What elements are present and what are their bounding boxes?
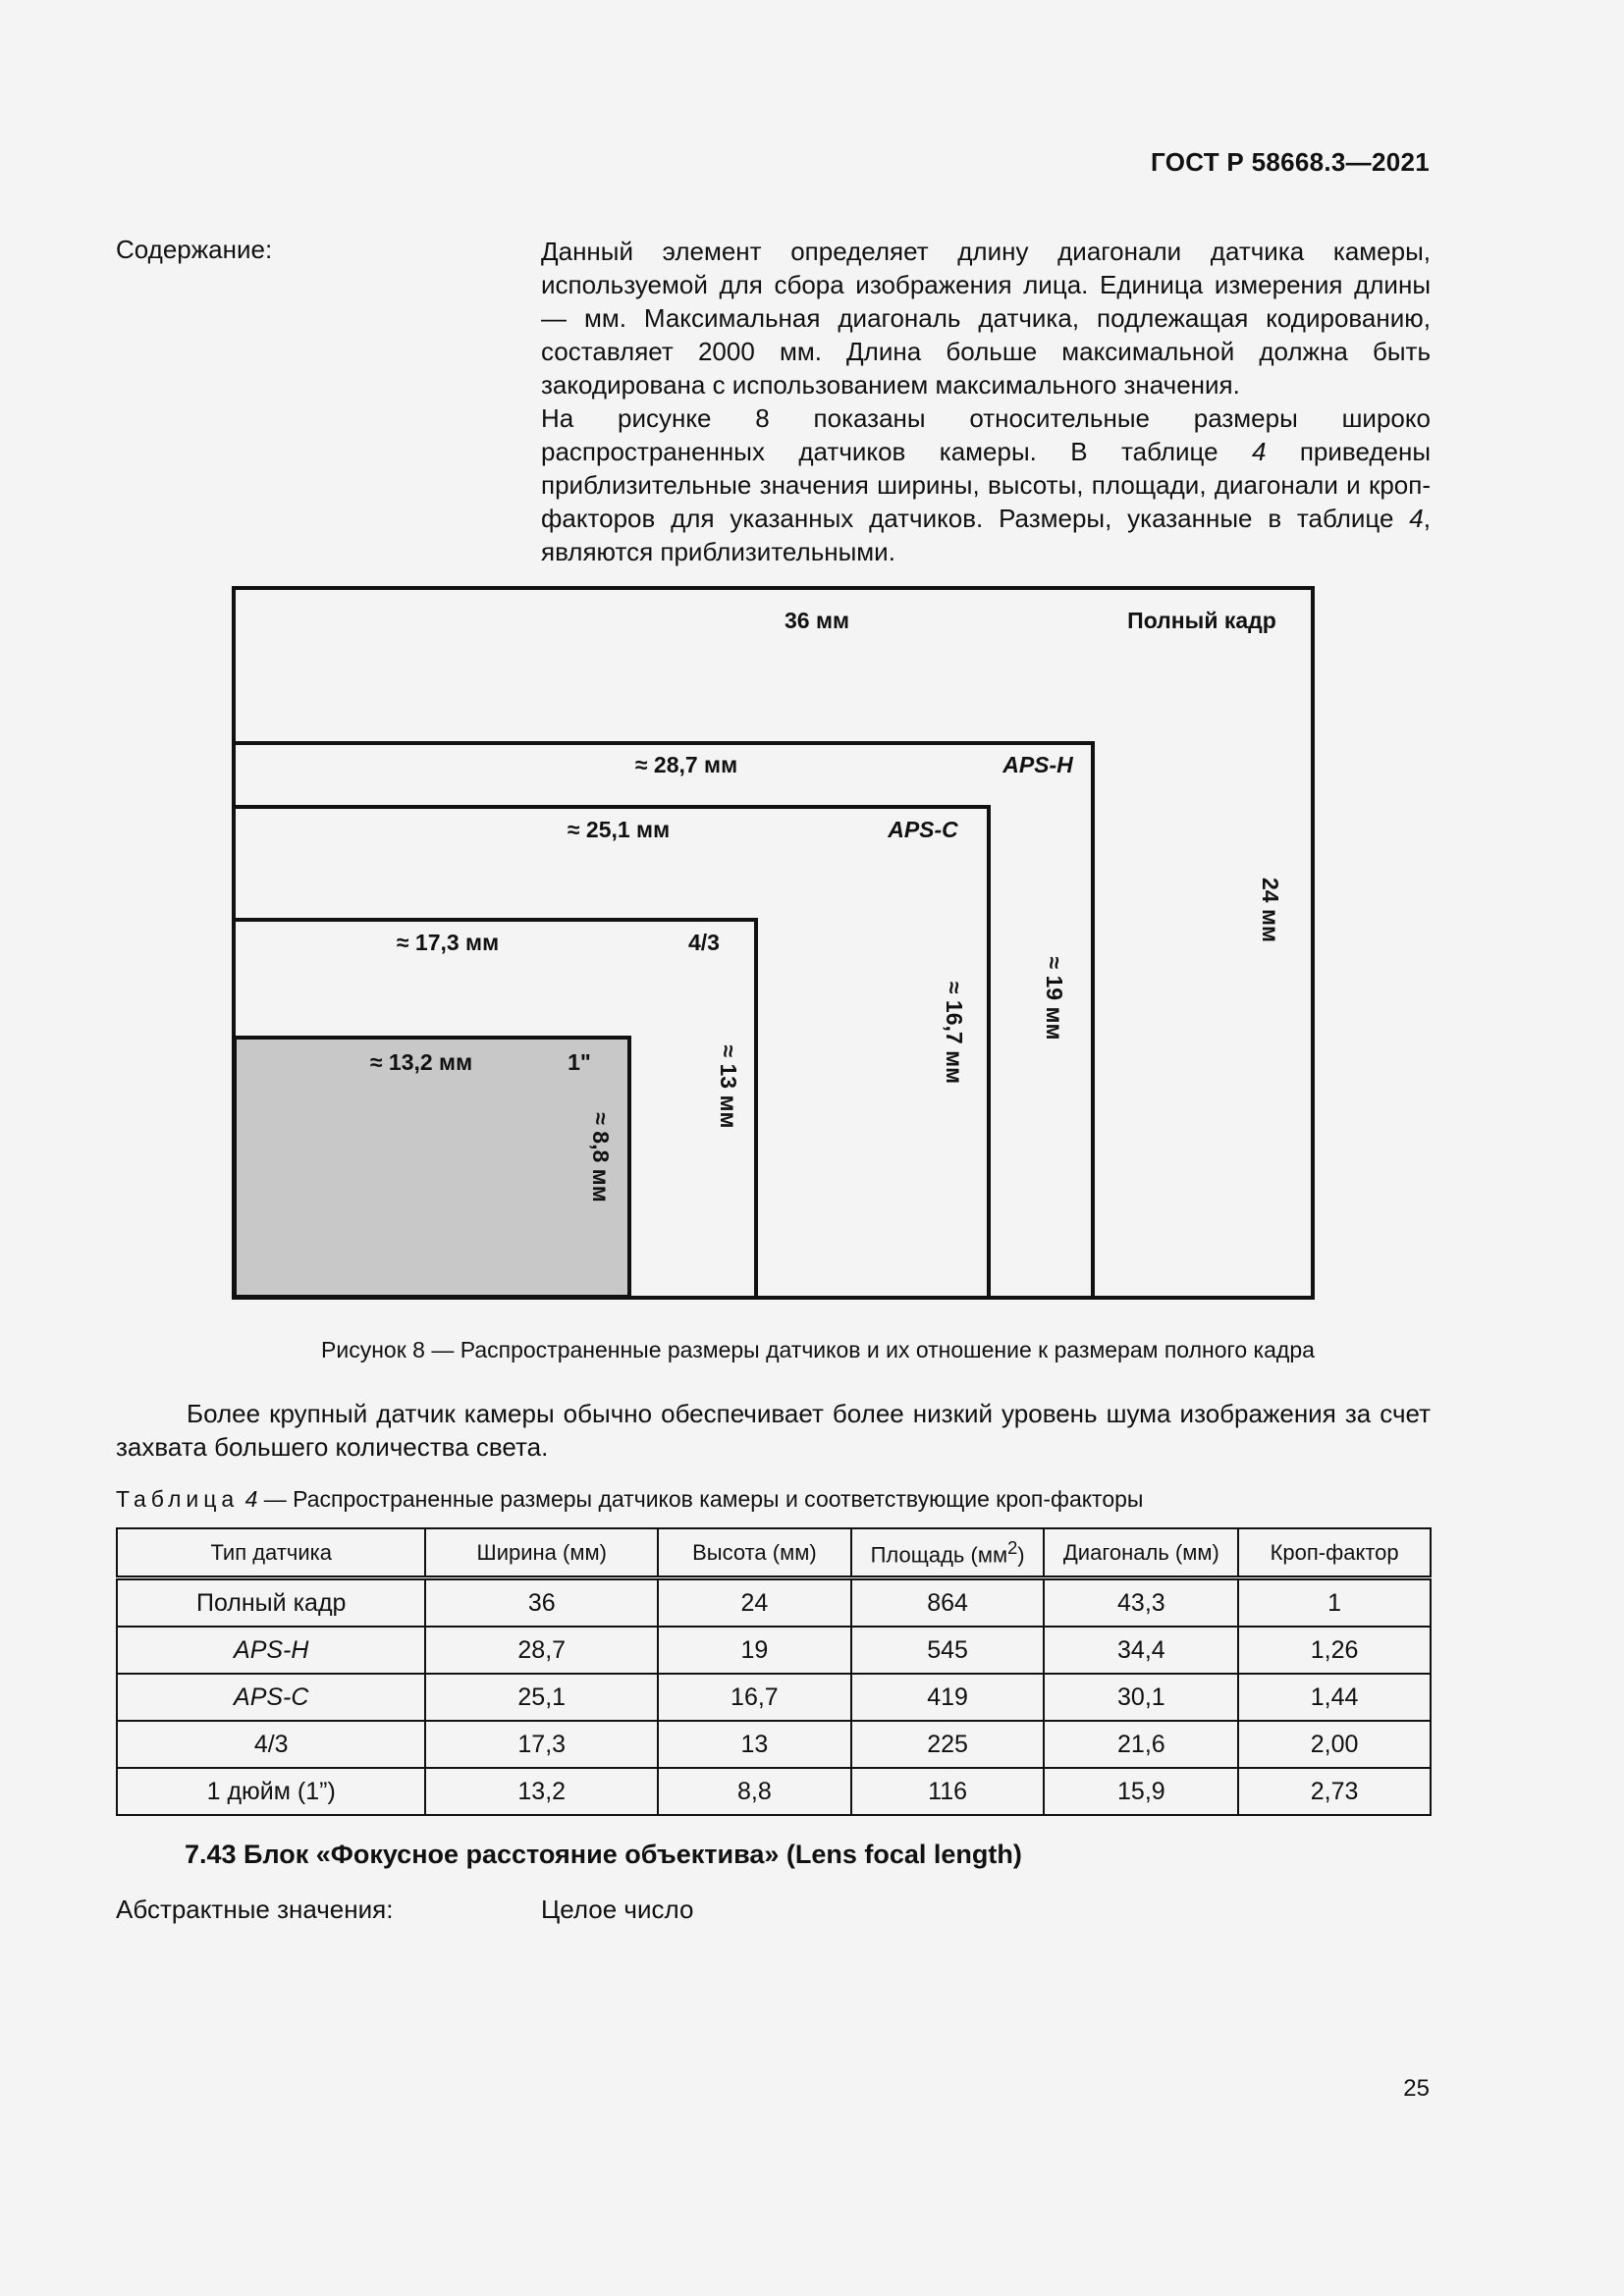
header-diagonal: Диагональ (мм) <box>1044 1528 1238 1578</box>
full-frame-height-label: 24 мм <box>1258 877 1283 943</box>
header-sensor-type: Тип датчика <box>117 1528 425 1578</box>
cell-area: 864 <box>851 1578 1045 1628</box>
cell-crop-factor: 1,44 <box>1238 1674 1431 1721</box>
four-thirds-width-label: ≈ 17,3 мм <box>396 930 500 955</box>
table-row <box>117 1578 1431 1628</box>
four-thirds-height-label: ≈ 13 мм <box>716 1044 741 1129</box>
sensor-size-diagram <box>232 586 1315 1300</box>
cell-height: 13 <box>658 1721 851 1768</box>
cell-crop-factor: 2,73 <box>1238 1768 1431 1815</box>
table-title-prefix: Таблица <box>116 1486 240 1512</box>
header-area-sup: 2 <box>1007 1536 1018 1558</box>
sensor-table <box>116 1527 1432 1816</box>
cell-sensor-type: 1 дюйм (1”) <box>117 1768 425 1815</box>
cell-sensor-type: 4/3 <box>117 1721 425 1768</box>
content-description <box>541 235 1431 568</box>
cell-height: 8,8 <box>658 1768 851 1815</box>
cell-width: 25,1 <box>425 1674 658 1721</box>
table-title-number: 4 <box>244 1486 258 1512</box>
table-title <box>116 1486 1143 1513</box>
cell-sensor-type: APS-H <box>117 1627 425 1674</box>
cell-area: 225 <box>851 1721 1045 1768</box>
content-paragraph-2-part-b: приведены приблизительные значения ширины, высоты, площади, диагонали и кроп-факторов для указанных датчиков. Размеры, указанные в таблице <box>541 437 1432 533</box>
header-area <box>851 1528 1045 1578</box>
one-inch-name-label: 1" <box>568 1049 591 1075</box>
cell-width: 28,7 <box>425 1627 658 1674</box>
header-crop-factor: Кроп-фактор <box>1238 1528 1431 1578</box>
figure-caption: Рисунок 8 — Распространенные размеры датчиков и их отношение к размерам полного кадра <box>321 1337 1315 1362</box>
table-row <box>117 1627 1431 1674</box>
cell-diagonal: 21,6 <box>1044 1721 1238 1768</box>
cell-sensor-type: Полный кадр <box>117 1578 425 1628</box>
aps-h-name-label: APS-H <box>1002 752 1073 777</box>
cell-sensor-type: APS-C <box>117 1674 425 1721</box>
header-width: Ширина (мм) <box>425 1528 658 1578</box>
content-paragraph-2-part-c: , являются приблизительными. <box>541 504 1431 566</box>
abstract-values-value: Целое число <box>541 1895 694 1924</box>
content-paragraph-2-part-a: На рисунке 8 показаны относительные размеры широко распространенных датчиков камеры. В таблице <box>541 403 1431 466</box>
aps-c-width-label: ≈ 25,1 мм <box>567 817 671 842</box>
cell-height: 19 <box>658 1627 851 1674</box>
page-number: 25 <box>1403 2075 1430 2102</box>
noise-paragraph: Более крупный датчик камеры обычно обеспечивает более низкий уровень шума изображения за счет захвата большего количества света. <box>116 1399 1431 1462</box>
section-heading: 7.43 Блок «Фокусное расстояние объектива» (Lens focal length) <box>185 1840 1022 1869</box>
cell-area: 419 <box>851 1674 1045 1721</box>
table-header-row <box>117 1528 1431 1578</box>
cell-area: 545 <box>851 1627 1045 1674</box>
table-row <box>117 1674 1431 1721</box>
cell-diagonal: 34,4 <box>1044 1627 1238 1674</box>
content-label: Содержание: <box>116 235 273 264</box>
cell-crop-factor: 2,00 <box>1238 1721 1431 1768</box>
aps-h-height-label: ≈ 19 мм <box>1042 956 1067 1041</box>
table-row <box>117 1768 1431 1815</box>
content-paragraph-1: Данный элемент определяет длину диагонали датчика камеры, используемой для сбора изображения лица. Единица измерения длины — мм. Максимальная диагональ датчика, подлежащая кодированию, составляет 2000 мм. Длина больше максимальной должна быть закодирована с использованием максимального значения. <box>541 237 1431 400</box>
table-reference-a: 4 <box>1251 437 1267 466</box>
one-inch-width-label: ≈ 13,2 мм <box>369 1049 473 1075</box>
cell-width: 13,2 <box>425 1768 658 1815</box>
cell-height: 16,7 <box>658 1674 851 1721</box>
cell-width: 17,3 <box>425 1721 658 1768</box>
table-reference-b: 4 <box>1409 504 1424 533</box>
table-row <box>117 1721 1431 1768</box>
header-height: Высота (мм) <box>658 1528 851 1578</box>
aps-h-width-label: ≈ 28,7 мм <box>634 752 738 777</box>
four-thirds-name-label: 4/3 <box>688 930 720 955</box>
aps-c-height-label: ≈ 16,7 мм <box>942 981 967 1085</box>
cell-height: 24 <box>658 1578 851 1628</box>
cell-area: 116 <box>851 1768 1045 1815</box>
cell-width: 36 <box>425 1578 658 1628</box>
cell-diagonal: 43,3 <box>1044 1578 1238 1628</box>
cell-crop-factor: 1 <box>1238 1578 1431 1628</box>
aps-c-name-label: APS-C <box>888 817 958 842</box>
full-frame-width-label: 36 мм <box>784 608 850 633</box>
cell-crop-factor: 1,26 <box>1238 1627 1431 1674</box>
abstract-values-label: Абстрактные значения: <box>116 1895 394 1924</box>
cell-diagonal: 30,1 <box>1044 1674 1238 1721</box>
one-inch-height-label: ≈ 8,8 мм <box>588 1112 614 1202</box>
sensor-rect-one-inch <box>235 1038 629 1297</box>
header-area-text: Площадь (мм <box>870 1542 1008 1568</box>
cell-diagonal: 15,9 <box>1044 1768 1238 1815</box>
standard-code: ГОСТ Р 58668.3—2021 <box>1151 147 1430 177</box>
content-paragraph-2 <box>541 401 1431 568</box>
full-frame-name-label: Полный кадр <box>1127 608 1276 633</box>
table-title-text: — Распространенные размеры датчиков камеры и соответствующие кроп-факторы <box>257 1486 1144 1512</box>
header-area-close: ) <box>1017 1542 1025 1568</box>
